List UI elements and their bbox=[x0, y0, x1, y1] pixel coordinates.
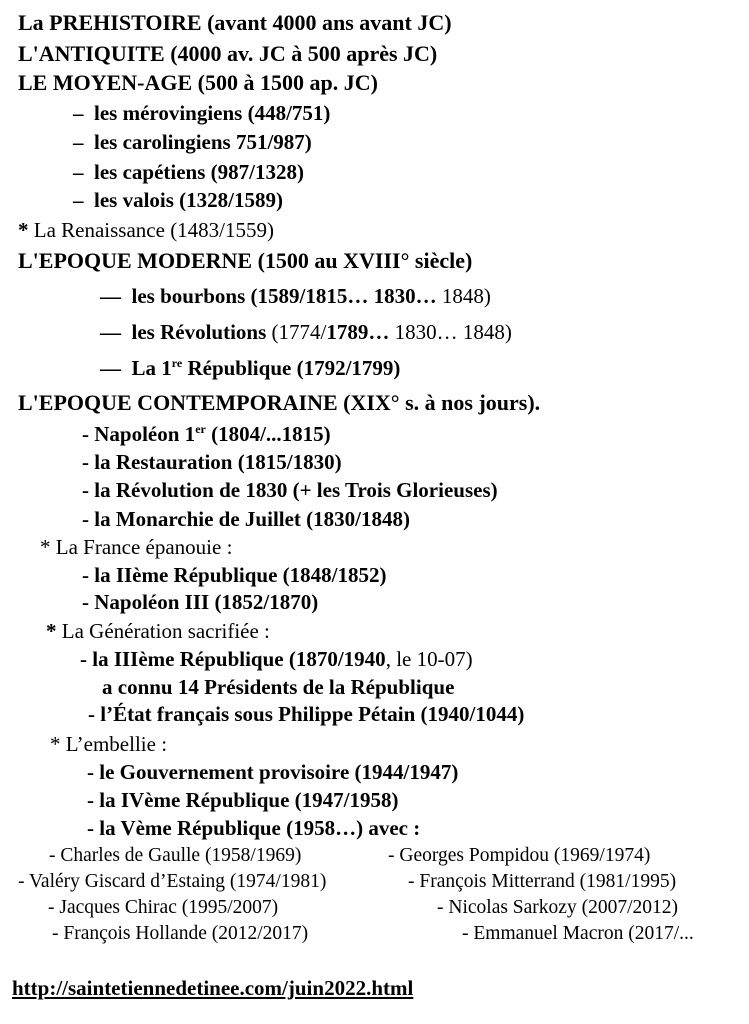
moderne-bourbons: — les bourbons (1589/1815… 1830… 1848) bbox=[100, 284, 491, 308]
contemporaine-republique-3: - la IIIème République (1870/1940, le 10-07) bbox=[80, 647, 473, 671]
president-de-gaulle: - Charles de Gaulle (1958/1969) bbox=[49, 845, 302, 866]
contemporaine-monarchie-juillet: - la Monarchie de Juillet (1830/1848) bbox=[82, 507, 410, 531]
source-link[interactable]: http://saintetiennedetinee.com/juin2022.html bbox=[12, 976, 414, 1000]
contemporaine-napoleon-1: - Napoléon 1er (1804/...1815) bbox=[82, 422, 331, 446]
era-prehistoire: La PREHISTOIRE (avant 4000 ans avant JC) bbox=[18, 10, 452, 35]
contemporaine-republique-5: - la Vème République (1958…) avec : bbox=[87, 816, 421, 840]
president-hollande: - François Hollande (2012/2017) bbox=[52, 923, 309, 944]
dynasty-merovingiens: – les mérovingiens (448/751) bbox=[73, 101, 331, 125]
era-epoque-contemporaine: L'EPOQUE CONTEMPORAINE (XIX° s. à nos jours). bbox=[18, 390, 541, 415]
era-epoque-moderne: L'EPOQUE MODERNE (1500 au XVIII° siècle) bbox=[18, 248, 473, 273]
section-embellie: * L’embellie : bbox=[50, 732, 168, 756]
dynasty-valois: – les valois (1328/1589) bbox=[73, 188, 283, 212]
section-generation-sacrifiee: * La Génération sacrifiée : bbox=[46, 619, 270, 643]
renaissance-line: * La Renaissance (1483/1559) bbox=[18, 218, 275, 242]
president-chirac: - Jacques Chirac (1995/2007) bbox=[48, 897, 279, 918]
contemporaine-gouvernement-provisoire: - le Gouvernement provisoire (1944/1947) bbox=[87, 760, 459, 784]
era-moyen-age: LE MOYEN-AGE (500 à 1500 ap. JC) bbox=[18, 70, 378, 95]
contemporaine-restauration: - la Restauration (1815/1830) bbox=[82, 450, 342, 474]
moderne-revolutions: — les Révolutions (1774/1789… 1830… 1848) bbox=[100, 320, 512, 344]
president-giscard: - Valéry Giscard d’Estaing (1974/1981) bbox=[18, 871, 327, 892]
president-sarkozy: - Nicolas Sarkozy (2007/2012) bbox=[437, 897, 678, 918]
era-antiquite: L'ANTIQUITE (4000 av. JC à 500 après JC) bbox=[18, 41, 438, 66]
contemporaine-etat-francais: - l’État français sous Philippe Pétain (1940/1044) bbox=[88, 702, 525, 726]
president-pompidou: - Georges Pompidou (1969/1974) bbox=[388, 845, 651, 866]
president-macron: - Emmanuel Macron (2017/... bbox=[462, 923, 694, 944]
section-france-epanouie: * La France épanouie : bbox=[40, 535, 233, 559]
contemporaine-republique-4: - la IVème République (1947/1958) bbox=[87, 788, 399, 812]
contemporaine-napoleon-3: - Napoléon III (1852/1870) bbox=[82, 590, 319, 614]
dynasty-capetiens: – les capétiens (987/1328) bbox=[73, 160, 304, 184]
contemporaine-republique-2: - la IIème République (1848/1852) bbox=[82, 563, 387, 587]
contemporaine-14-presidents: a connu 14 Présidents de la République bbox=[102, 675, 455, 699]
dynasty-carolingiens: – les carolingiens 751/987) bbox=[73, 130, 312, 154]
contemporaine-revolution-1830: - la Révolution de 1830 (+ les Trois Glorieuses) bbox=[82, 478, 498, 502]
president-mitterrand: - François Mitterrand (1981/1995) bbox=[408, 871, 677, 892]
moderne-republique-1: — La 1re République (1792/1799) bbox=[100, 356, 401, 380]
